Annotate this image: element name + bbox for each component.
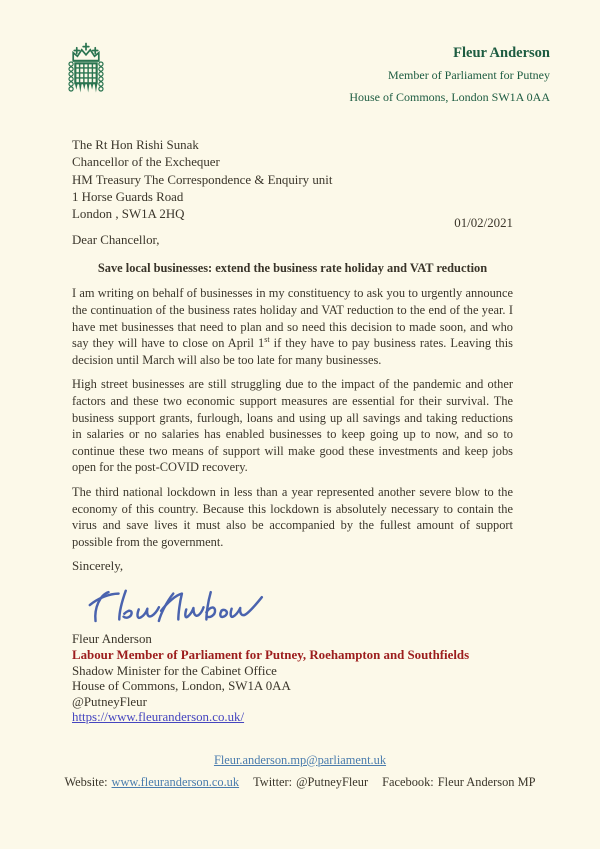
footer-facebook-label: Facebook:	[382, 774, 434, 789]
recipient-address	[72, 137, 513, 223]
footer-website-group	[64, 775, 239, 789]
signoff-website-link[interactable]: https://www.fleuranderson.co.uk/	[72, 710, 245, 725]
subject-line: Save local businesses: extend the business rate holiday and VAT reduction	[97, 261, 488, 276]
body-paragraph-2: High street businesses are still struggling due to the impact of the pandemic and other factors and these two economic support measures are essential for their survival. The business support grants, furlough, loans and using up all savings and taking reductions in salaries or no salaries has enabled businesses to keep going up to now, and so to continue these two means of support will make good these investments and keep jobs open for the post-COVID recovery.	[72, 377, 513, 475]
ordinal-superscript: st	[264, 335, 270, 345]
salutation: Dear Chancellor,	[72, 233, 160, 248]
letterhead-contact	[349, 42, 550, 112]
recipient-line: 1 Horse Guards Road	[72, 189, 184, 204]
recipient-line: The Rt Hon Rishi Sunak	[72, 138, 199, 152]
footer-twitter-handle: @PutneyFleur	[296, 774, 369, 789]
footer-website-label: Website:	[64, 774, 108, 789]
recipient-line: HM Treasury The Correspondence & Enquiry unit	[72, 172, 333, 187]
mp-subtitle: Member of Parliament for Putney	[388, 68, 550, 82]
signoff-name: Fleur Anderson	[72, 632, 152, 647]
signoff-block	[72, 632, 600, 726]
body-paragraph-1	[72, 285, 513, 368]
mp-name: Fleur Anderson	[453, 45, 550, 61]
letter-date: 01/02/2021	[454, 216, 513, 231]
letterhead	[0, 0, 600, 106]
footer-email-link[interactable]: Fleur.anderson.mp@parliament.uk	[213, 752, 387, 767]
signature-image	[84, 582, 600, 634]
footer-facebook-name: Fleur Anderson MP	[437, 774, 536, 789]
signoff-role-shadow-minister: Shadow Minister for the Cabinet Office	[72, 663, 277, 678]
footer-twitter-group	[253, 775, 368, 789]
recipient-line: Chancellor of the Exchequer	[72, 155, 220, 170]
signoff-twitter-handle: @PutneyFleur	[72, 694, 147, 709]
signoff-address: House of Commons, London, SW1A 0AA	[72, 679, 291, 694]
body-paragraph-3: The third national lockdown in less than a year represented another severe blow to the economy of this country. Because this lockdown is absolutely necessary to contain the virus and save lives it must also be accompanied by the fullest amount of support possible from the government.	[72, 485, 513, 549]
closing-word: Sincerely,	[72, 559, 124, 574]
footer-social-row	[0, 775, 600, 790]
portcullis-logo-icon	[63, 42, 109, 106]
recipient-line: London , SW1A 2HQ	[72, 207, 185, 222]
para1-text: I am writing on behalf of businesses in my constituency to ask you to urgently announce the continuation of the business rates holiday and VAT reduction to the end of the year. I have met businesses that need to plan and so need this decision to made soon, and who say they will have to close on April 1	[72, 286, 513, 351]
signoff-role-labour: Labour Member of Parliament for Putney, Roehampton and Southfields	[72, 647, 470, 662]
footer-facebook-group	[382, 775, 535, 789]
footer-twitter-label: Twitter:	[253, 774, 293, 789]
mp-address: House of Commons, London SW1A 0AA	[349, 90, 550, 104]
footer-email-row	[0, 753, 600, 768]
para1-text: if they have to pay business rates. Leaving this decision until March will also be too late for many businesses.	[72, 336, 513, 367]
footer-website-link[interactable]: www.fleuranderson.co.uk	[111, 774, 240, 789]
